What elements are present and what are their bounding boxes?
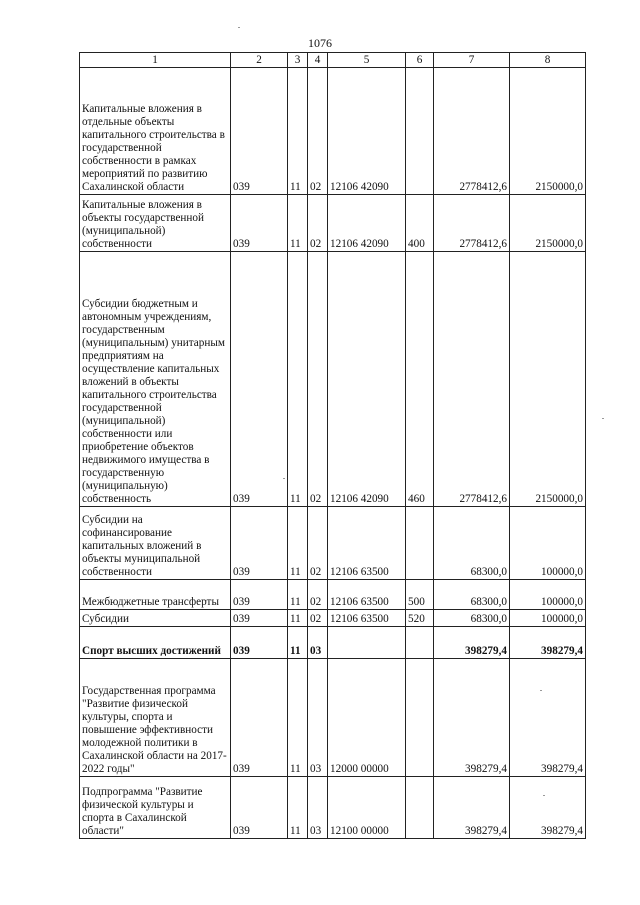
row-target-article: 12100 00000 [328, 777, 406, 839]
row-admin-code: 039 [231, 195, 288, 252]
row-section: 11 [288, 580, 308, 610]
row-name: Межбюджетные трансферты [80, 580, 231, 610]
row-amount-1: 68300,0 [434, 610, 510, 627]
row-amount-1: 68300,0 [434, 580, 510, 610]
row-subsection: 02 [308, 580, 328, 610]
row-admin-code: 039 [231, 252, 288, 507]
row-target-article: 12106 42090 [328, 68, 406, 195]
row-target-article: 12106 42090 [328, 195, 406, 252]
row-name: Капитальные вложения в объекты государственной (муниципальной) собственности [80, 195, 231, 252]
row-subsection: 02 [308, 507, 328, 580]
col-header: 5 [328, 53, 406, 68]
col-header: 3 [288, 53, 308, 68]
table-row [80, 507, 586, 580]
col-header: 2 [231, 53, 288, 68]
table-row [80, 195, 586, 252]
table-row [80, 659, 586, 777]
row-admin-code: 039 [231, 659, 288, 777]
row-amount-2: 398279,4 [510, 659, 586, 777]
row-target-article: 12106 63500 [328, 580, 406, 610]
row-amount-1: 2778412,6 [434, 68, 510, 195]
row-subsection: 02 [308, 68, 328, 195]
row-section: 11 [288, 777, 308, 839]
scan-speck [540, 690, 542, 691]
row-subsection: 02 [308, 610, 328, 627]
row-amount-1: 398279,4 [434, 659, 510, 777]
col-header: 8 [510, 53, 586, 68]
row-name: Капитальные вложения в отдельные объекты капитального строительства в государственной собственности в рамках мероприятий по развитию Сахалинской области [80, 68, 231, 195]
row-target-article: 12106 42090 [328, 252, 406, 507]
row-amount-2: 100000,0 [510, 580, 586, 610]
row-section: 11 [288, 507, 308, 580]
table-row [80, 252, 586, 507]
budget-table [79, 52, 586, 839]
row-amount-2: 398279,4 [510, 777, 586, 839]
scan-speck [602, 418, 604, 419]
row-section: 11 [288, 659, 308, 777]
row-name: Субсидии на софинансирование капитальных вложений в объекты муниципальной собственности [80, 507, 231, 580]
row-admin-code: 039 [231, 777, 288, 839]
row-amount-1: 2778412,6 [434, 252, 510, 507]
scan-speck [543, 795, 545, 796]
row-admin-code: 039 [231, 580, 288, 610]
row-amount-2: 2150000,0 [510, 252, 586, 507]
row-name: Субсидии [80, 610, 231, 627]
row-section: 11 [288, 68, 308, 195]
row-admin-code: 039 [231, 507, 288, 580]
row-amount-2: 100000,0 [510, 610, 586, 627]
table-row [80, 580, 586, 610]
row-target-article: 12000 00000 [328, 659, 406, 777]
row-expense-type: 460 [406, 252, 434, 507]
row-expense-type: 500 [406, 580, 434, 610]
col-header: 4 [308, 53, 328, 68]
table-row [80, 627, 586, 659]
row-name: Государственная программа "Развитие физической культуры, спорта и повышение эффективности молодежной политики в Сахалинской области на 2017-2022 годы" [80, 659, 231, 777]
row-amount-1: 2778412,6 [434, 195, 510, 252]
table-row [80, 610, 586, 627]
scan-speck [238, 27, 240, 28]
row-subsection: 03 [308, 659, 328, 777]
row-name: Субсидии бюджетным и автономным учреждениям, государственным (муниципальным) унитарным предприятиям на осуществление капитальных вложений в объекты капитального строительства государственной (муниципальной) собственности или приобретение объектов недвижимого имущества в государственную (муниципальную) собственность [80, 252, 231, 507]
row-expense-type: 520 [406, 610, 434, 627]
row-expense-type [406, 777, 434, 839]
scan-speck [283, 478, 285, 479]
row-amount-2: 2150000,0 [510, 195, 586, 252]
row-name: Подпрограмма "Развитие физической культуры и спорта в Сахалинской области" [80, 777, 231, 839]
row-amount-1: 68300,0 [434, 507, 510, 580]
row-section: 11 [288, 195, 308, 252]
header-row [80, 53, 586, 68]
table-row [80, 777, 586, 839]
row-amount-1: 398279,4 [434, 777, 510, 839]
row-section: 11 [288, 610, 308, 627]
row-target-article: 12106 63500 [328, 610, 406, 627]
row-admin-code: 039 [231, 68, 288, 195]
row-amount-1: 398279,4 [434, 627, 510, 659]
col-header: 6 [406, 53, 434, 68]
col-header: 7 [434, 53, 510, 68]
row-expense-type: 400 [406, 195, 434, 252]
row-subsection: 03 [308, 777, 328, 839]
row-subsection: 02 [308, 195, 328, 252]
row-section: 11 [288, 252, 308, 507]
row-name: Спорт высших достижений [80, 627, 231, 659]
row-admin-code: 039 [231, 627, 288, 659]
row-expense-type [406, 627, 434, 659]
row-subsection: 02 [308, 252, 328, 507]
row-amount-2: 100000,0 [510, 507, 586, 580]
row-amount-2: 398279,4 [510, 627, 586, 659]
row-expense-type [406, 68, 434, 195]
row-section: 11 [288, 627, 308, 659]
page-number: 1076 [308, 36, 332, 50]
row-subsection: 03 [308, 627, 328, 659]
row-target-article [328, 627, 406, 659]
row-expense-type [406, 659, 434, 777]
row-admin-code: 039 [231, 610, 288, 627]
table-row [80, 68, 586, 195]
row-amount-2: 2150000,0 [510, 68, 586, 195]
col-header: 1 [80, 53, 231, 68]
row-target-article: 12106 63500 [328, 507, 406, 580]
row-expense-type [406, 507, 434, 580]
